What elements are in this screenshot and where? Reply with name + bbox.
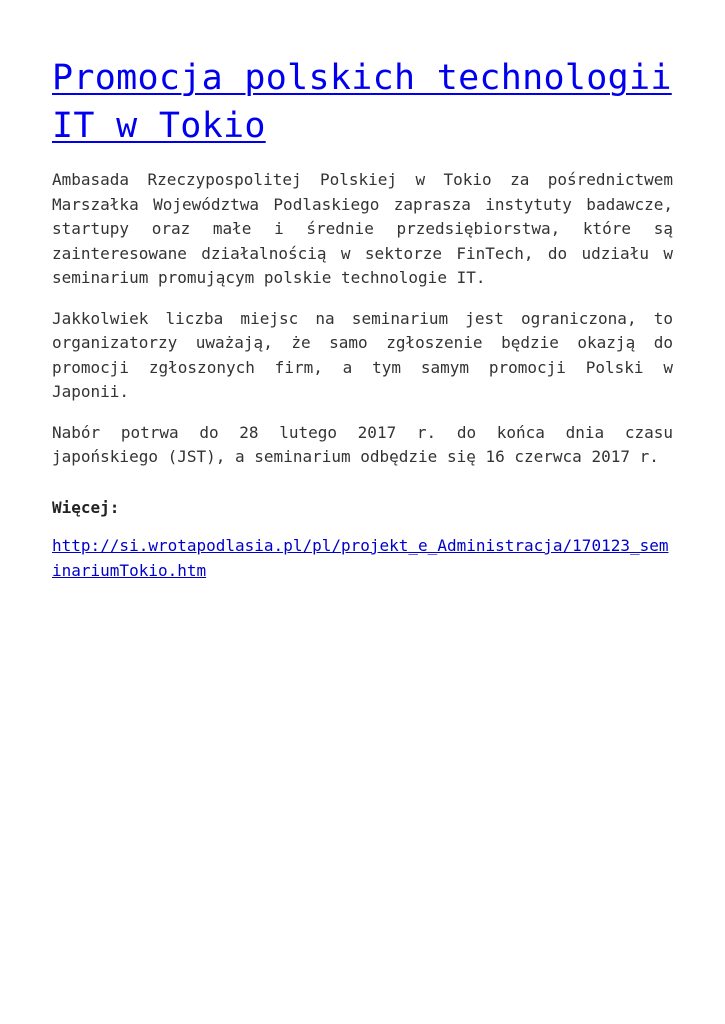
more-link[interactable]: http://si.wrotapodlasia.pl/pl/projekt_e_Administracja/170123_seminariumTokio.htm [52, 536, 669, 580]
more-label: Więcej: [52, 497, 120, 517]
paragraph-3: Nabór potrwa do 28 lutego 2017 r. do końca dnia czasu japońskiego (JST), a seminarium odbędzie się 16 czerwca 2017 r. [52, 422, 673, 466]
article [52, 54, 673, 599]
more-link-line [52, 534, 673, 583]
paragraph-2: Jakkolwiek liczba miejsc na seminarium jest ograniczona, to organizatorzy uważają, że samo zgłoszenie będzie okazją do promocji zgłoszonych firm, a tym samym promocji Polski w Japonii. [52, 308, 673, 401]
article-body [52, 168, 673, 583]
paragraph-1: Ambasada Rzeczypospolitej Polskiej w Tokio za pośrednictwem Marszałka Województwa Podlaskiego zaprasza instytuty badawcze, startupy oraz małe i średnie przedsiębiorstwa, które są zainteresowane działalnością w sektorze FinTech, do udziału w seminarium promującym polskie technologie IT. [52, 170, 673, 287]
article-title-link[interactable]: Promocja polskich technologii IT w Tokio [52, 58, 672, 146]
article-title [52, 54, 673, 150]
